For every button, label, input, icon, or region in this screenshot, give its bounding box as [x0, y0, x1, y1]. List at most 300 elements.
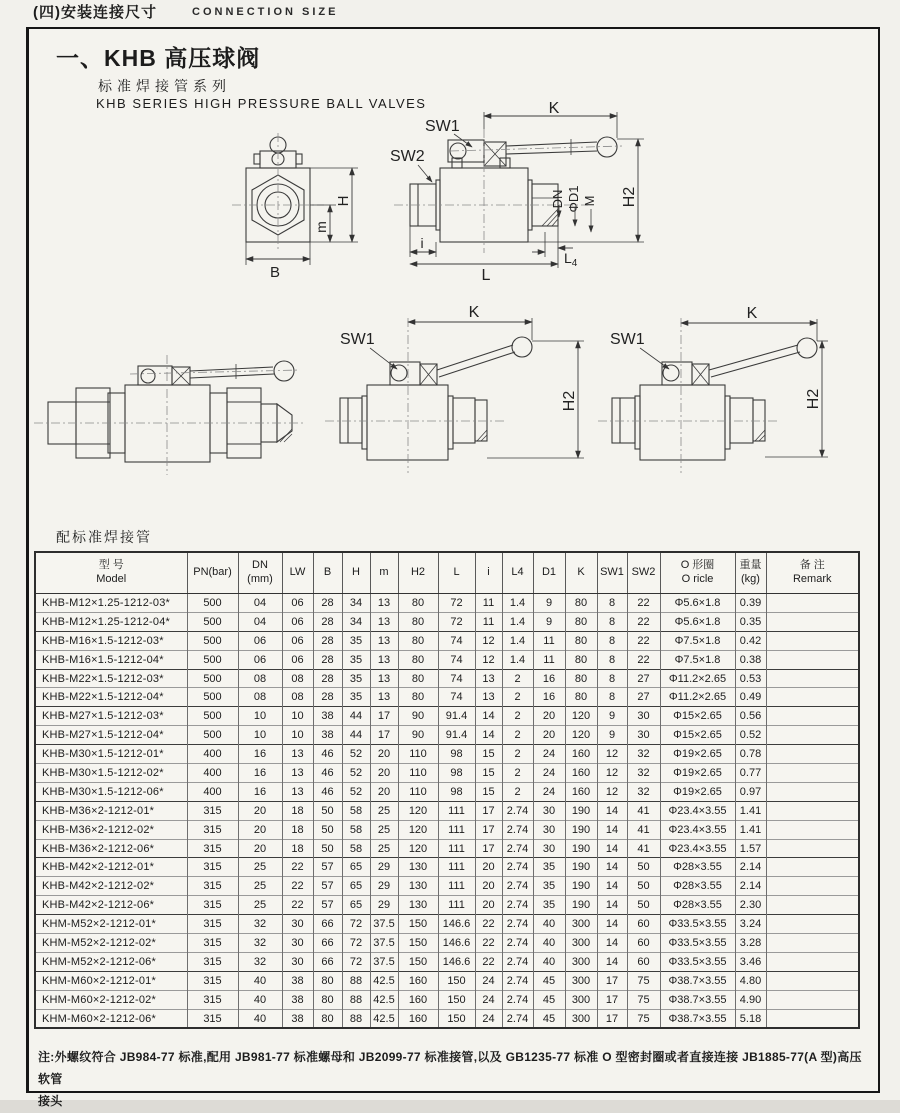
value-cell: 66 [313, 915, 342, 934]
value-cell: 98 [438, 745, 475, 764]
model-cell: KHB-M12×1.25-1212-04* [35, 612, 187, 631]
value-cell: 0.53 [735, 669, 766, 688]
value-cell: 315 [187, 952, 238, 971]
table-row [35, 650, 859, 669]
model-cell: KHM-M52×2-1212-06* [35, 952, 187, 971]
value-cell: 50 [313, 839, 342, 858]
side-view-k-h2-left-drawing [325, 304, 584, 473]
value-cell: 111 [438, 839, 475, 858]
table-row [35, 915, 859, 934]
value-cell [766, 820, 859, 839]
value-cell: 88 [342, 990, 370, 1009]
value-cell: 65 [342, 858, 370, 877]
value-cell: 0.56 [735, 707, 766, 726]
value-cell: 1.4 [502, 594, 533, 613]
value-cell: 20 [238, 801, 282, 820]
value-cell: 110 [398, 764, 438, 783]
value-cell: 42.5 [370, 1009, 398, 1028]
value-cell: 06 [238, 650, 282, 669]
value-cell: 20 [533, 707, 565, 726]
value-cell: 46 [313, 745, 342, 764]
table-row [35, 820, 859, 839]
value-cell: 30 [533, 820, 565, 839]
value-cell: 44 [342, 707, 370, 726]
value-cell: 13 [370, 631, 398, 650]
value-cell: 0.49 [735, 688, 766, 707]
value-cell: Φ33.5×3.55 [660, 952, 735, 971]
value-cell: 35 [533, 858, 565, 877]
value-cell [766, 745, 859, 764]
value-cell: 16 [238, 782, 282, 801]
value-cell: 80 [565, 688, 597, 707]
dim-label-h2: H2 [561, 390, 578, 412]
value-cell: 14 [597, 820, 627, 839]
value-cell: 12 [597, 745, 627, 764]
value-cell: 20 [370, 782, 398, 801]
value-cell: 06 [282, 631, 313, 650]
value-cell: 8 [597, 688, 627, 707]
column-header: i [475, 552, 502, 594]
value-cell: 37.5 [370, 934, 398, 953]
value-cell: 66 [313, 934, 342, 953]
value-cell: 60 [627, 934, 660, 953]
value-cell: 11 [533, 650, 565, 669]
header-row [35, 552, 859, 594]
value-cell: 50 [627, 877, 660, 896]
dim-label-l4: $L_4$ [564, 250, 578, 269]
value-cell [766, 915, 859, 934]
value-cell: 66 [313, 952, 342, 971]
side-view-labeled-drawing [390, 100, 644, 284]
value-cell: 17 [475, 820, 502, 839]
page-subtitle-cn: 标准焊接管系列 [98, 78, 231, 94]
table-row [35, 971, 859, 990]
dim-label-phi-d1: ΦD1 [566, 185, 581, 213]
value-cell [766, 669, 859, 688]
value-cell: 0.77 [735, 764, 766, 783]
value-cell: 30 [282, 952, 313, 971]
value-cell: 160 [565, 782, 597, 801]
dim-label-m-thread: M [582, 195, 597, 207]
value-cell: 30 [282, 934, 313, 953]
value-cell: 30 [627, 707, 660, 726]
value-cell: 17 [475, 801, 502, 820]
value-cell: 160 [565, 764, 597, 783]
dim-label-sw1: SW1 [610, 331, 645, 348]
value-cell: 315 [187, 801, 238, 820]
value-cell: 24 [533, 782, 565, 801]
value-cell: 25 [370, 820, 398, 839]
value-cell: 10 [238, 707, 282, 726]
value-cell: 4.90 [735, 990, 766, 1009]
value-cell [766, 631, 859, 650]
value-cell: 14 [597, 934, 627, 953]
value-cell: 42.5 [370, 990, 398, 1009]
value-cell: Φ33.5×3.55 [660, 915, 735, 934]
value-cell: 45 [533, 990, 565, 1009]
value-cell: 8 [597, 669, 627, 688]
column-header: 重量 (kg) [735, 552, 766, 594]
table-row [35, 896, 859, 915]
value-cell: 10 [282, 707, 313, 726]
value-cell: 1.4 [502, 650, 533, 669]
value-cell: 10 [282, 726, 313, 745]
value-cell: 29 [370, 896, 398, 915]
value-cell: 08 [238, 688, 282, 707]
value-cell: 50 [627, 858, 660, 877]
value-cell: 0.78 [735, 745, 766, 764]
table-row [35, 726, 859, 745]
value-cell: 500 [187, 688, 238, 707]
value-cell: 190 [565, 858, 597, 877]
value-cell: Φ11.2×2.65 [660, 688, 735, 707]
value-cell: 17 [370, 707, 398, 726]
value-cell: 72 [438, 594, 475, 613]
value-cell: 40 [533, 915, 565, 934]
value-cell: 13 [370, 612, 398, 631]
value-cell: Φ5.6×1.8 [660, 594, 735, 613]
value-cell: 80 [565, 650, 597, 669]
value-cell: 300 [565, 990, 597, 1009]
value-cell: 4.80 [735, 971, 766, 990]
value-cell: 22 [627, 612, 660, 631]
value-cell: 50 [313, 820, 342, 839]
value-cell: 17 [597, 990, 627, 1009]
value-cell [766, 858, 859, 877]
value-cell: 28 [313, 669, 342, 688]
value-cell: 14 [597, 858, 627, 877]
value-cell: 88 [342, 971, 370, 990]
value-cell: 88 [342, 1009, 370, 1028]
model-cell: KHB-M27×1.5-1212-03* [35, 707, 187, 726]
value-cell [766, 971, 859, 990]
value-cell: 35 [342, 669, 370, 688]
value-cell: 80 [398, 650, 438, 669]
value-cell: 2.74 [502, 952, 533, 971]
value-cell: 190 [565, 896, 597, 915]
table-row [35, 594, 859, 613]
value-cell: 190 [565, 877, 597, 896]
value-cell: 22 [627, 594, 660, 613]
value-cell: Φ5.6×1.8 [660, 612, 735, 631]
value-cell: 2 [502, 726, 533, 745]
value-cell: 30 [282, 915, 313, 934]
dim-label-k: K [548, 100, 560, 117]
value-cell: 52 [342, 745, 370, 764]
value-cell: 2.74 [502, 971, 533, 990]
value-cell: 400 [187, 782, 238, 801]
value-cell: 16 [238, 764, 282, 783]
value-cell [766, 801, 859, 820]
model-cell: KHM-M60×2-1212-02* [35, 990, 187, 1009]
model-cell: KHM-M60×2-1212-06* [35, 1009, 187, 1028]
column-header: L [438, 552, 475, 594]
value-cell: 06 [282, 612, 313, 631]
value-cell: 2.74 [502, 858, 533, 877]
value-cell: 28 [313, 688, 342, 707]
column-header: 备 注 Remark [766, 552, 859, 594]
value-cell: 0.35 [735, 612, 766, 631]
value-cell: 13 [475, 688, 502, 707]
footnote-line1: 注:外螺纹符合 JB984-77 标准,配用 JB981-77 标准螺母和 JB2099-77 标准接管,以及 GB1235-77 标准 O 型密封圈或者直接连接 JB1885-77(A 型)高压软管 [38, 1050, 862, 1087]
table-row [35, 688, 859, 707]
value-cell: 40 [238, 990, 282, 1009]
value-cell: 58 [342, 820, 370, 839]
value-cell: 9 [533, 612, 565, 631]
value-cell: 20 [475, 877, 502, 896]
value-cell: 29 [370, 877, 398, 896]
page-title: 一、KHB 高压球阀 [56, 45, 261, 71]
value-cell: 22 [627, 631, 660, 650]
value-cell: 65 [342, 896, 370, 915]
table-row [35, 1009, 859, 1028]
value-cell: 14 [597, 801, 627, 820]
value-cell: 110 [398, 745, 438, 764]
value-cell: 42.5 [370, 971, 398, 990]
value-cell: 5.18 [735, 1009, 766, 1028]
value-cell: 38 [282, 971, 313, 990]
dim-label-h2: H2 [805, 388, 822, 410]
value-cell: 58 [342, 839, 370, 858]
value-cell: 10 [238, 726, 282, 745]
value-cell: 75 [627, 990, 660, 1009]
value-cell: 2.74 [502, 820, 533, 839]
value-cell: 52 [342, 764, 370, 783]
value-cell: 190 [565, 820, 597, 839]
value-cell: 75 [627, 1009, 660, 1028]
value-cell: 0.97 [735, 782, 766, 801]
value-cell: 3.24 [735, 915, 766, 934]
value-cell: 57 [313, 858, 342, 877]
value-cell: 06 [282, 650, 313, 669]
value-cell: 91.4 [438, 707, 475, 726]
value-cell: Φ19×2.65 [660, 782, 735, 801]
value-cell: Φ33.5×3.55 [660, 934, 735, 953]
table-row [35, 839, 859, 858]
model-cell: KHB-M16×1.5-1212-04* [35, 650, 187, 669]
table-row [35, 934, 859, 953]
value-cell: 300 [565, 915, 597, 934]
model-cell: KHB-M36×2-1212-02* [35, 820, 187, 839]
value-cell: 25 [370, 839, 398, 858]
value-cell [766, 726, 859, 745]
value-cell: 130 [398, 896, 438, 915]
value-cell: 58 [342, 801, 370, 820]
value-cell: 3.28 [735, 934, 766, 953]
value-cell: 45 [533, 1009, 565, 1028]
value-cell [766, 764, 859, 783]
column-header: SW1 [597, 552, 627, 594]
value-cell: 2.30 [735, 896, 766, 915]
value-cell: 18 [282, 820, 313, 839]
value-cell: 12 [475, 631, 502, 650]
value-cell [766, 1009, 859, 1028]
value-cell: 18 [282, 801, 313, 820]
value-cell: 1.4 [502, 631, 533, 650]
value-cell: 2.74 [502, 839, 533, 858]
value-cell: 24 [533, 764, 565, 783]
front-view-drawing [232, 133, 358, 281]
value-cell: 0.38 [735, 650, 766, 669]
value-cell: Φ28×3.55 [660, 896, 735, 915]
value-cell: 300 [565, 971, 597, 990]
value-cell [766, 612, 859, 631]
value-cell: 14 [475, 726, 502, 745]
value-cell: 146.6 [438, 915, 475, 934]
value-cell [766, 782, 859, 801]
model-cell: KHB-M16×1.5-1212-03* [35, 631, 187, 650]
value-cell: 9 [533, 594, 565, 613]
value-cell: 315 [187, 971, 238, 990]
value-cell: 04 [238, 612, 282, 631]
table-row [35, 990, 859, 1009]
value-cell: 2.74 [502, 896, 533, 915]
value-cell [766, 990, 859, 1009]
value-cell: 72 [342, 915, 370, 934]
section-heading-en: CONNECTION SIZE [192, 6, 339, 18]
value-cell: 38 [282, 1009, 313, 1028]
value-cell: 11 [533, 631, 565, 650]
dim-label-h2: H2 [621, 186, 638, 208]
column-header: L4 [502, 552, 533, 594]
value-cell: 315 [187, 839, 238, 858]
value-cell: 27 [627, 688, 660, 707]
value-cell: 2.14 [735, 858, 766, 877]
value-cell: 35 [342, 688, 370, 707]
value-cell: 46 [313, 782, 342, 801]
value-cell: 150 [398, 934, 438, 953]
value-cell: 45 [533, 971, 565, 990]
table-row [35, 631, 859, 650]
column-header: H [342, 552, 370, 594]
value-cell: Φ15×2.65 [660, 726, 735, 745]
table-caption: 配标准焊接管 [56, 529, 152, 545]
column-header: H2 [398, 552, 438, 594]
value-cell: 500 [187, 594, 238, 613]
value-cell: 80 [313, 1009, 342, 1028]
value-cell: 500 [187, 669, 238, 688]
value-cell: 15 [475, 745, 502, 764]
value-cell: 160 [398, 971, 438, 990]
value-cell: Φ28×3.55 [660, 877, 735, 896]
value-cell [766, 650, 859, 669]
model-cell: KHB-M42×2-1212-06* [35, 896, 187, 915]
value-cell: Φ11.2×2.65 [660, 669, 735, 688]
value-cell: 2 [502, 688, 533, 707]
value-cell [766, 896, 859, 915]
value-cell: 190 [565, 801, 597, 820]
value-cell [766, 952, 859, 971]
page-subtitle-en: KHB SERIES HIGH PRESSURE BALL VALVES [96, 96, 427, 111]
value-cell: 8 [597, 650, 627, 669]
table-row [35, 764, 859, 783]
value-cell: 2 [502, 745, 533, 764]
value-cell: 315 [187, 877, 238, 896]
value-cell: 75 [627, 971, 660, 990]
column-header: PN(bar) [187, 552, 238, 594]
value-cell: 32 [238, 915, 282, 934]
dim-label-m: m [313, 221, 329, 233]
value-cell [766, 594, 859, 613]
value-cell: 190 [565, 839, 597, 858]
value-cell: 14 [597, 896, 627, 915]
value-cell: 9 [597, 726, 627, 745]
column-header: B [313, 552, 342, 594]
value-cell: 300 [565, 1009, 597, 1028]
value-cell: 2 [502, 764, 533, 783]
value-cell: 22 [475, 934, 502, 953]
column-header: LW [282, 552, 313, 594]
value-cell: 40 [238, 1009, 282, 1028]
dim-label-h: H [335, 195, 352, 207]
value-cell: 2 [502, 669, 533, 688]
value-cell: 150 [398, 952, 438, 971]
value-cell: 06 [282, 594, 313, 613]
value-cell: 74 [438, 669, 475, 688]
value-cell: 72 [438, 612, 475, 631]
value-cell: 16 [533, 688, 565, 707]
value-cell [766, 707, 859, 726]
value-cell: 111 [438, 858, 475, 877]
value-cell: 15 [475, 782, 502, 801]
model-cell: KHB-M27×1.5-1212-04* [35, 726, 187, 745]
value-cell: 25 [238, 858, 282, 877]
value-cell: 25 [238, 896, 282, 915]
value-cell: 80 [565, 669, 597, 688]
value-cell: 2.14 [735, 877, 766, 896]
value-cell: 80 [313, 990, 342, 1009]
value-cell: 120 [565, 707, 597, 726]
value-cell: 20 [475, 896, 502, 915]
value-cell: 38 [282, 990, 313, 1009]
value-cell: 11 [475, 594, 502, 613]
value-cell: Φ19×2.65 [660, 764, 735, 783]
value-cell: 80 [398, 612, 438, 631]
value-cell: 111 [438, 801, 475, 820]
value-cell: 08 [238, 669, 282, 688]
value-cell: Φ7.5×1.8 [660, 650, 735, 669]
model-cell: KHB-M30×1.5-1212-01* [35, 745, 187, 764]
value-cell: 315 [187, 934, 238, 953]
value-cell: 24 [533, 745, 565, 764]
column-header: m [370, 552, 398, 594]
value-cell: 130 [398, 877, 438, 896]
model-cell: KHB-M30×1.5-1212-06* [35, 782, 187, 801]
value-cell: 22 [627, 650, 660, 669]
value-cell: 38 [313, 707, 342, 726]
value-cell: 160 [565, 745, 597, 764]
value-cell: 40 [238, 971, 282, 990]
value-cell: 34 [342, 612, 370, 631]
model-cell: KHM-M52×2-1212-01* [35, 915, 187, 934]
footnote-line2: 接头 [38, 1094, 63, 1109]
value-cell: 12 [597, 764, 627, 783]
value-cell: 20 [238, 839, 282, 858]
value-cell: 04 [238, 594, 282, 613]
value-cell: 1.57 [735, 839, 766, 858]
value-cell: 35 [533, 877, 565, 896]
value-cell: 14 [597, 839, 627, 858]
value-cell: 80 [398, 631, 438, 650]
column-header: D1 [533, 552, 565, 594]
value-cell: 44 [342, 726, 370, 745]
value-cell: 18 [282, 839, 313, 858]
value-cell: 160 [398, 1009, 438, 1028]
value-cell: 2.74 [502, 1009, 533, 1028]
value-cell: 160 [398, 990, 438, 1009]
value-cell: 16 [238, 745, 282, 764]
value-cell: 111 [438, 820, 475, 839]
